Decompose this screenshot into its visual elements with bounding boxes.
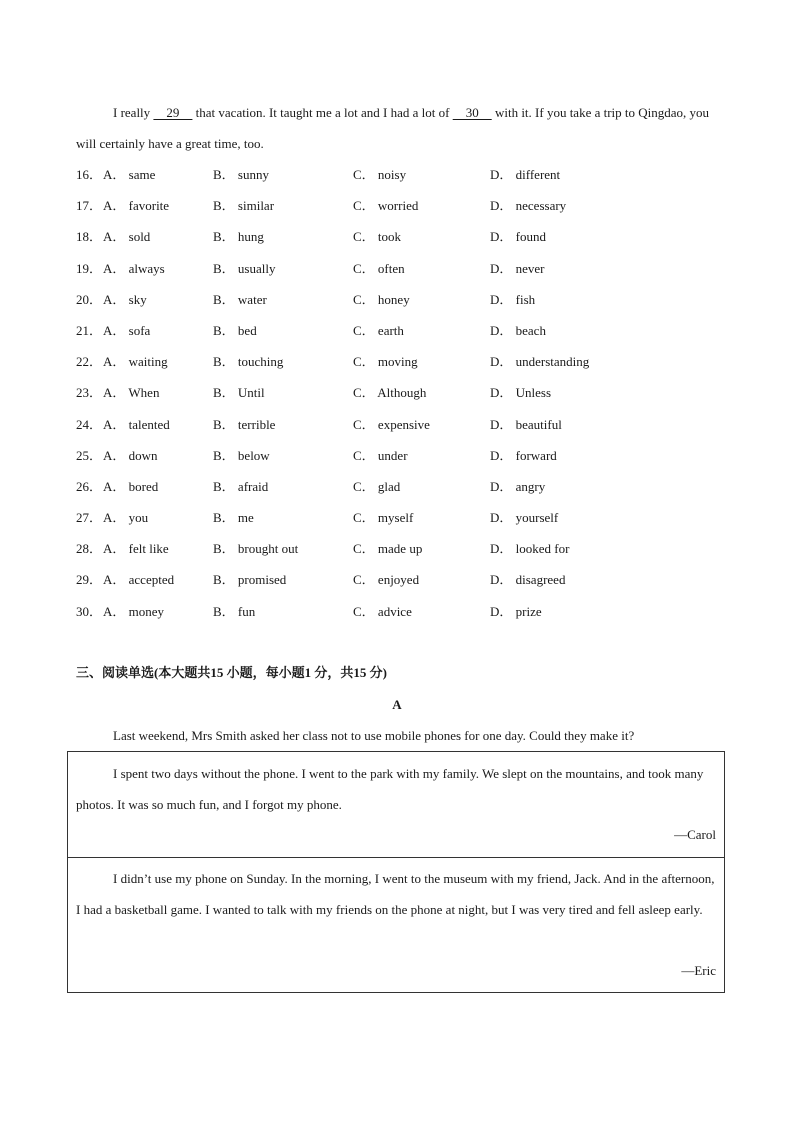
option-a: A． you xyxy=(103,510,149,526)
option-d: D． beach xyxy=(490,322,546,338)
option-d: D． Unless xyxy=(490,385,552,401)
question-row xyxy=(76,284,726,315)
question-row xyxy=(76,159,726,190)
question-number: 29． xyxy=(76,572,103,588)
question-row xyxy=(76,409,726,440)
option-a: A． money xyxy=(103,603,165,619)
option-c: C． enjoyed xyxy=(353,572,420,588)
option-d: D． necessary xyxy=(490,198,567,214)
option-a: A． accepted xyxy=(103,572,175,588)
question-number: 17． xyxy=(76,198,103,214)
question-number: 30． xyxy=(76,603,103,619)
option-a: A． sofa xyxy=(103,322,151,338)
option-c: C． often xyxy=(353,260,405,276)
question-number: 22． xyxy=(76,354,103,370)
question-number: 20． xyxy=(76,291,103,307)
option-b: B． afraid xyxy=(213,478,269,494)
option-c: C． Although xyxy=(353,385,427,401)
option-b: B． water xyxy=(213,291,267,307)
option-d: D． found xyxy=(490,229,546,245)
option-c: C． advice xyxy=(353,603,412,619)
option-d: D． disagreed xyxy=(490,572,566,588)
entry-box-carol xyxy=(67,751,725,858)
option-d: D． prize xyxy=(490,603,542,619)
passage-letter: A xyxy=(392,697,402,712)
question-number: 26． xyxy=(76,478,103,494)
option-c: C． worried xyxy=(353,198,419,214)
question-number: 24． xyxy=(76,416,103,432)
option-d: D． never xyxy=(490,260,545,276)
question-row xyxy=(76,221,726,252)
option-a: A． favorite xyxy=(103,198,170,214)
option-d: D． looked for xyxy=(490,541,570,557)
question-number: 25． xyxy=(76,447,103,463)
entry-text: I didn’t use my phone on Sunday. In the morning, I went to the museum with my friend, Jack. And in the afternoon, I had a basketball game. I wanted to talk with my friends on the phone at night, but I was very tired and fell asleep early. xyxy=(76,871,715,917)
option-b: B． fun xyxy=(213,603,256,619)
question-number: 23． xyxy=(76,385,103,401)
question-number: 21． xyxy=(76,322,103,338)
option-d: D． beautiful xyxy=(490,416,562,432)
question-row xyxy=(76,502,726,533)
entry-text: I spent two days without the phone. I went to the park with my family. We slept on the mountains, and took many photos. It was so much fun, and I forgot my phone. xyxy=(76,766,704,812)
option-b: B． similar xyxy=(213,198,275,214)
entry-signature: —Carol xyxy=(674,827,716,842)
option-d: D． yourself xyxy=(490,510,559,526)
cloze-text-part1: I really xyxy=(113,105,154,120)
option-b: B． terrible xyxy=(213,416,276,432)
option-b: B． touching xyxy=(213,354,284,370)
question-row xyxy=(76,315,726,346)
section-title: 三、阅读单选(本大题共15 小题，每小题1 分，共15 分) xyxy=(76,665,387,680)
question-row xyxy=(76,564,726,595)
option-a: A． same xyxy=(103,167,156,182)
cloze-text-part2: that vacation. It taught me a lot and I had a lot of xyxy=(192,105,453,120)
question-number: 27． xyxy=(76,510,103,526)
option-b: B． usually xyxy=(213,260,276,276)
blank-30: 30 xyxy=(452,105,492,120)
question-row xyxy=(76,471,726,502)
option-a: A． waiting xyxy=(103,354,168,370)
option-d: D． fish xyxy=(490,291,536,307)
option-b: B． Until xyxy=(213,385,265,401)
option-a: A． sold xyxy=(103,229,151,245)
question-row xyxy=(76,596,726,627)
option-b: B． below xyxy=(213,447,270,463)
option-c: C． took xyxy=(353,229,402,245)
option-c: C． noisy xyxy=(353,167,407,182)
option-a: A． bored xyxy=(103,478,159,494)
option-b: B． bed xyxy=(213,322,257,338)
option-c: C． moving xyxy=(353,354,418,370)
option-a: A． sky xyxy=(103,291,147,307)
question-row xyxy=(76,440,726,471)
option-a: A． talented xyxy=(103,416,170,432)
question-row xyxy=(76,253,726,284)
question-row xyxy=(76,377,726,408)
option-b: B． promised xyxy=(213,572,287,588)
option-c: C． expensive xyxy=(353,416,430,432)
cloze-text-part3: with it. If you take a trip to Qingdao, you will certainly have a great time, too. xyxy=(76,105,710,151)
option-c: C． honey xyxy=(353,291,410,307)
option-b: B． hung xyxy=(213,229,264,245)
option-b: B． sunny xyxy=(213,167,269,182)
option-c: C． earth xyxy=(353,322,404,338)
cloze-paragraph xyxy=(76,97,718,159)
passage-intro: Last weekend, Mrs Smith asked her class not to use mobile phones for one day. Could they make it? xyxy=(113,728,635,743)
question-number: 19． xyxy=(76,260,103,276)
blank-29: 29 xyxy=(153,105,193,120)
option-a: A． always xyxy=(103,260,165,276)
option-a: A． When xyxy=(103,385,160,401)
option-b: B． brought out xyxy=(213,541,299,557)
question-number: 18． xyxy=(76,229,103,245)
entry-box-eric xyxy=(67,857,725,993)
option-c: C． glad xyxy=(353,478,401,494)
option-d: D． angry xyxy=(490,478,546,494)
question-row xyxy=(76,346,726,377)
question-list xyxy=(76,159,726,627)
question-row xyxy=(76,533,726,564)
option-d: D． different xyxy=(490,167,561,182)
option-a: A． felt like xyxy=(103,541,169,557)
entry-signature: —Eric xyxy=(681,963,716,978)
question-number: 28． xyxy=(76,541,103,557)
question-number: 16． xyxy=(76,167,103,182)
option-a: A． down xyxy=(103,447,158,463)
option-c: C． under xyxy=(353,447,408,463)
option-d: D． understanding xyxy=(490,354,590,370)
question-row xyxy=(76,190,726,221)
option-c: C． myself xyxy=(353,510,414,526)
option-d: D． forward xyxy=(490,447,557,463)
option-b: B． me xyxy=(213,510,254,526)
option-c: C． made up xyxy=(353,541,423,557)
